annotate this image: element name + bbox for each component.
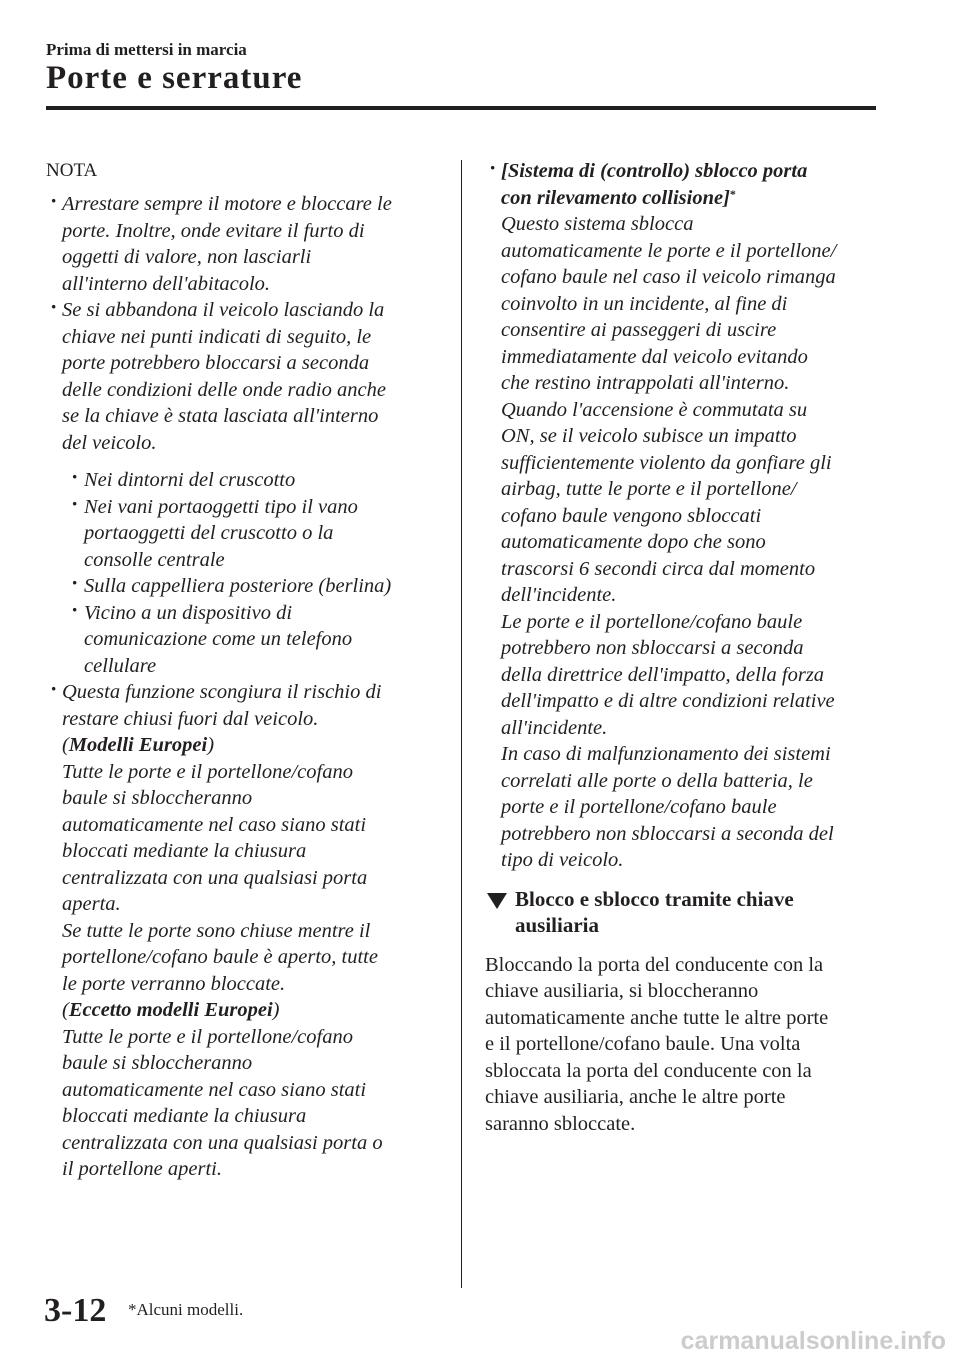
text-line: aperta. — [62, 893, 121, 915]
header-rule — [46, 106, 876, 110]
text-line: all'incidente. — [501, 716, 608, 739]
section-heading: Blocco e sblocco tramite chiave ausiliaria — [485, 886, 885, 938]
text-line: centralizzata con una qualsiasi porta — [62, 866, 368, 889]
text-line: automaticamente nel caso siano stati — [62, 1078, 367, 1101]
text-line: portellone/cofano baule è aperto, tutte — [62, 946, 378, 968]
triangle-marker-icon — [487, 893, 507, 909]
text-line: baule si sbloccheranno — [62, 787, 253, 809]
text-line: ON, se il veicolo subisce un impatto — [501, 425, 797, 447]
text-line: automaticamente le porte e il portellone/ — [501, 239, 837, 262]
text-line: bloccati mediante la chiusura — [62, 840, 307, 862]
text-line: portaoggetti del cruscotto o la — [84, 522, 334, 544]
text-line: all'interno dell'abitacolo. — [62, 272, 271, 295]
right-column — [485, 158, 885, 1137]
text-line: oggetti di valore, non lasciarli — [62, 246, 312, 268]
sub-bullet-item: · Nei dintorni del cruscotto — [46, 467, 438, 494]
footnote: *Alcuni modelli. — [128, 1300, 244, 1319]
text-line: Le porte e il portellone/cofano baule — [501, 610, 803, 633]
text-line: sufficientemente violento da gonfiare gli — [501, 451, 832, 474]
text-line: del veicolo. — [62, 431, 157, 454]
text-line: airbag, tutte le porte e il portellone/ — [501, 478, 797, 500]
text-line: automaticamente dopo che sono — [501, 531, 766, 553]
bullet-item: · Questa funzione scongiura il rischio di — [46, 679, 438, 706]
text-line: se la chiave è stata lasciata all'interno — [62, 405, 379, 427]
text-line: delle condizioni delle onde radio anche — [62, 378, 386, 401]
text-line: le porte verranno bloccate. — [62, 972, 286, 995]
text-line: consolle centrale — [84, 548, 225, 571]
watermark: carmanualsonline.info — [680, 1327, 946, 1355]
text-line: Quando l'accensione è commutata su — [501, 398, 808, 421]
text-line: consentire ai passeggeri di uscire — [501, 319, 777, 341]
text-line: In caso di malfunzionamento dei sistemi — [501, 743, 831, 765]
text-line: porte e il portellone/cofano baule — [501, 796, 777, 818]
page-title: Porte e serrature — [46, 60, 303, 96]
bullet-item: · Arrestare sempre il motore e bloccare le — [46, 191, 438, 218]
sub-bullet-item: · Vicino a un dispositivo di — [46, 600, 438, 627]
section-paragraph: Bloccando la porta del conducente con la chiave ausiliaria, si bloccheranno automaticamente anche tutte le altre porte e il portellone/cofano baule. Una volta sbloccata la porta del conducente con la chiave ausiliaria, anche le altre porte saranno sbloccate. — [485, 953, 829, 1135]
text-line: della direttrice dell'impatto, della forza — [501, 663, 825, 686]
text-line: porte. Inoltre, onde evitare il furto di — [62, 219, 365, 242]
text-line: immediatamente dal veicolo evitando — [501, 345, 808, 368]
chapter-subtitle: Prima di mettersi in marcia — [46, 40, 247, 59]
text-line: Tutte le porte e il portellone/cofano — [62, 1025, 353, 1048]
text-line: potrebbero non sbloccarsi a seconda del — [501, 822, 834, 845]
non-european-models-label: (Eccetto modelli Europei) — [62, 999, 280, 1021]
text-line: trascorsi 6 secondi circa dal momento — [501, 557, 816, 580]
text-line: bloccati mediante la chiusura — [62, 1105, 307, 1127]
text-line: Tutte le porte e il portellone/cofano — [62, 760, 353, 783]
bullet-item: · Se si abbandona il veicolo lasciando la — [46, 297, 438, 324]
text-line: cellulare — [84, 654, 157, 677]
text-line: cofano baule vengono sbloccati — [501, 504, 762, 527]
text-line: potrebbero non sbloccarsi a seconda — [501, 637, 804, 659]
system-title-cont: con rilevamento collisione]* — [501, 186, 736, 209]
text-line: il portellone aperti. — [62, 1158, 222, 1180]
sub-bullet-item: · Sulla cappelliera posteriore (berlina) — [46, 573, 438, 600]
text-line: dell'impatto e di altre condizioni relative — [501, 690, 835, 712]
text-line: Se tutte le porte sono chiuse mentre il — [62, 919, 371, 942]
text-line: restare chiusi fuori dal veicolo. — [62, 707, 319, 730]
text-line: Questo sistema sblocca — [501, 213, 694, 235]
column-divider — [461, 160, 462, 1288]
left-column — [46, 158, 438, 1183]
system-title: · [Sistema di (controllo) sblocco porta — [485, 158, 885, 185]
text-line: chiave nei punti indicati di seguito, le — [62, 325, 372, 348]
text-line: automaticamente nel caso siano stati — [62, 813, 367, 836]
text-line: cofano baule nel caso il veicolo rimanga — [501, 266, 836, 288]
text-line: centralizzata con una qualsiasi porta o — [62, 1131, 383, 1154]
text-line: tipo di veicolo. — [501, 849, 624, 871]
page-number: 3-12 — [44, 1292, 107, 1329]
text-line: correlati alle porte o della batteria, le — [501, 769, 813, 792]
text-line: dell'incidente. — [501, 584, 617, 606]
text-line: baule si sbloccheranno — [62, 1052, 253, 1074]
text-line: porte potrebbero bloccarsi a seconda — [62, 352, 370, 374]
sub-bullet-item: · Nei vani portaoggetti tipo il vano — [46, 494, 438, 521]
text-line: comunicazione come un telefono — [84, 628, 353, 650]
text-line: coinvolto in un incidente, al fine di — [501, 292, 788, 315]
note-label: NOTA — [46, 160, 98, 181]
european-models-label: (Modelli Europei) — [62, 734, 215, 756]
text-line: che restino intrappolati all'interno. — [501, 372, 790, 394]
